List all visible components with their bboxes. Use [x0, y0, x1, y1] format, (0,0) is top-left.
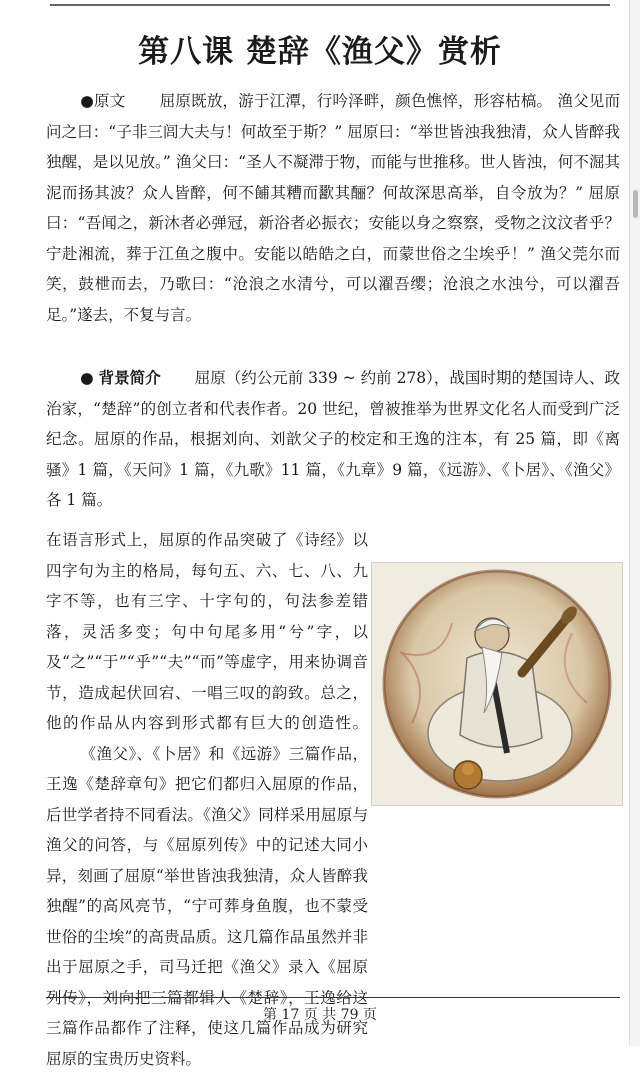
original-text-section — [46, 86, 620, 330]
background-para3: 《渔父》、《卜居》和《远游》三篇作品，王逸《楚辞章句》把它们都归入屈原的作品，后世学者持不同看法。《渔父》同样采用屈原与渔父的问答，与《屈原列传》中的记述大同小异，刻画了屈原“举世皆浊我独清，众人皆醉我独醒”的高风亮节，“宁可葬身鱼腹，也不蒙受世俗的尘埃”的高贵品质。这几篇作品虽然并非出于屈原之手，司马迁把《渔父》录入《屈原列传》，刘向把三篇都辑人《楚辞》，王逸给这三篇作品都作了注释，使这几篇作品成为研究屈原的宝贵历史资料。 — [46, 744, 368, 1068]
header-rule — [50, 4, 610, 6]
original-label: 原文 — [94, 92, 126, 110]
background-para1: 屈原（约公元前 339 ~ 约前 278），战国时期的楚国诗人、政治家，“楚辞”的创立者和代表作者。20 世纪，曾被推举为世界文化名人而受到广泛纪念。屈原的作品，根据刘向、刘歆父子的校定和王逸的注本，有 25 篇，即《离骚》1 篇，《天问》1 篇，《九歌》11 篇，《九章》9 篇，《远游》、《卜居》、《渔父》各 1 篇。 — [46, 369, 620, 509]
background-section-wrap — [46, 525, 368, 1074]
background-label: 背景简介 — [98, 369, 161, 387]
background-section-top — [46, 363, 620, 516]
scrollbar-thumb[interactable] — [633, 190, 638, 218]
footer-rule — [46, 997, 620, 998]
bullet-icon: ● — [80, 92, 95, 110]
page-number: 第 17 页 共 79 页 — [263, 1007, 377, 1023]
page-title: 第八课 楚辞《渔父》赏析 — [138, 34, 502, 70]
qu-yuan-portrait-image — [371, 562, 623, 806]
scrollbar[interactable] — [629, 0, 640, 1046]
background-para2: 在语言形式上，屈原的作品突破了《诗经》以四字句为主的格局，每句五、六、七、八、九字不等，也有三字、十字句的，句法参差错落，灵活多变；句中句尾多用“兮”字，以及“之”“于”“乎”“夫”“而”等虚字，用来协调音节，造成起伏回宕、一唱三叹的韵致。总之，他的作品从内容到形式都有巨大的创造性。 — [46, 531, 368, 732]
original-text: 屈原既放，游于江潭，行吟泽畔，颜色憔悴，形容枯槁。 渔父见而问之曰：“子非三闾大夫与！何故至于斯？” 屈原曰：“举世皆浊我独清，众人皆醉我独醒，是以见放。” 渔父曰：“圣人不凝滞于物，而能与世推移。世人皆浊，何不淈其泥而扬其波？众人皆醉，何不餔其糟而歠其酾？何故深思高举，自令放为？” 屈原曰：“吾闻之，新沐者必弹冠，新浴者必振衣；安能以身之察察，受物之汶汶者乎？宁赴湘流，葬于江鱼之腹中。安能以皓皓之白，而蒙世俗之尘埃乎！” 渔父莞尔而笑，鼓枻而去，乃歌曰：“沧浪之水清兮，可以濯吾缨；沧浪之水浊兮，可以濯吾足。”遂去，不复与言。 — [46, 92, 620, 324]
bullet-icon: ● — [80, 369, 94, 387]
